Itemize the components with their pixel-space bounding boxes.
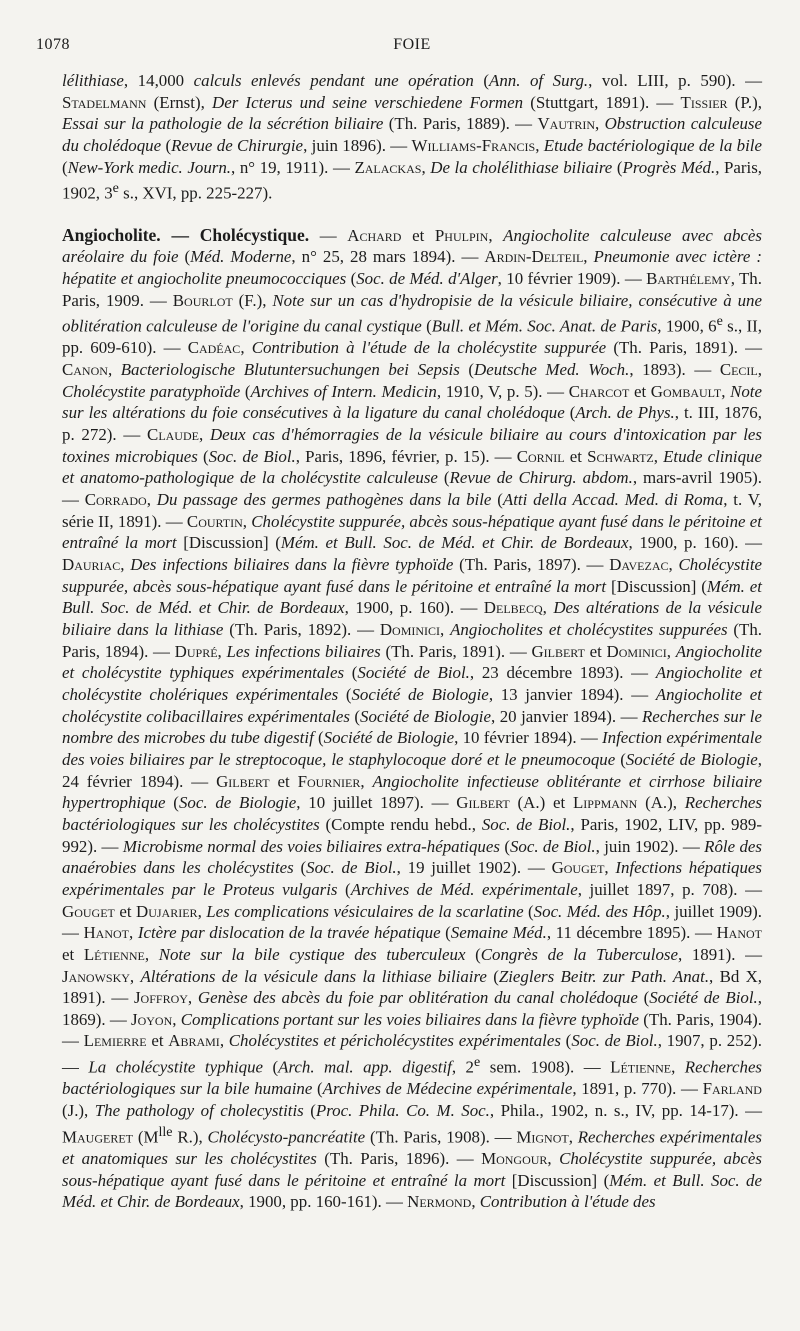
running-head: FOIE xyxy=(393,36,431,53)
bibliography-section-angiocholite: Angiocholite. — Cholécystique. — Achard et Phulpin, Angiocholite calculeuse avec abcès aréolaire du foie (Méd. Moderne, n° 25, 28 mars 1894). — Ardin-Delteil, Pneumonie avec ictère : hépatite et angiocholite pneumococciques (Soc. de Méd. d'Alger, 10 février 1909). — Barthélemy, Th. Paris, 1909. — Bourlot (F.), Note sur un cas d'hydropisie de la vésicule biliaire, consécutive à une oblitération calculeuse de l'origine du canal cystique (Bull. et Mém. Soc. Anat. de Paris, 1900, 6e s., II, pp. 609-610). — Cadéac, Contribution à l'étude de la cholécystite suppurée (Th. Paris, 1891). — Canon, Bacteriologische Blutuntersuchungen bei Sepsis (Deutsche Med. Woch., 1893). — Cecil, Cholécystite paratyphoïde (Archives of Intern. Medicin, 1910, V, p. 5). — Charcot et Gombault, Note sur les altérations du foie consécutives à la ligature du canal cholédoque (Arch. de Phys., t. III, 1876, p. 272). — Claude, Deux cas d'hémorragies de la vésicule biliaire au cours d'intoxication par les toxines microbiques (Soc. de Biol., Paris, 1896, février, p. 15). — Cornil et Schwartz, Etude clinique et anatomo-pathologique de la cholécystite calculeuse (Revue de Chirurg. abdom., mars-avril 1905). — Corrado, Du passage des germes pathogènes dans la bile (Atti della Accad. Med. di Roma, t. V, série II, 1891). — Courtin, Cholécystite suppurée, abcès sous-hépatique ayant fusé dans le péritoine et entraîné la mort [Discussion] (Mém. et Bull. Soc. de Méd. et Chir. de Bordeaux, 1900, p. 160). — Dauriac, Des infections biliaires dans la fièvre typhoïde (Th. Paris, 1897). — Davezac, Cholécystite suppurée, abcès sous-hépatique ayant fusé dans le péritoine et entraîné la mort [Discussion] (Mém. et Bull. Soc. de Méd. et Chir. de Bordeaux, 1900, p. 160). — Delbecq, Des altérations de la vésicule biliaire dans la lithiase (Th. Paris, 1892). — Dominici, Angiocholites et cholécystites suppurées (Th. Paris, 1894). — Dupré, Les infections biliaires (Th. Paris, 1891). — Gilbert et Dominici, Angiocholite et cholécystite typhiques expérimentales (Société de Biol., 23 décembre 1893). — Angiocholite et cholécystite cholériques expérimentales (Société de Biologie, 13 janvier 1894). — Angiocholite et cholécystite colibacillaires expérimentales (Société de Biologie, 20 janvier 1894). — Recherches sur le nombre des microbes du tube digestif (Société de Biologie, 10 février 1894). — Infection expérimentale des voies biliaires par le streptocoque, le staphylocoque doré et le pneumocoque (Société de Biologie, 24 février 1894). — Gilbert et Fournier, Angiocholite infectieuse oblitérante et cirrhose biliaire hypertrophique (Soc. de Biologie, 10 juillet 1897). — Gilbert (A.) et Lippmann (A.), Recherches bactériologiques sur les cholécystites (Compte rendu hebd., Soc. de Biol., Paris, 1902, LIV, pp. 989-992). — Microbisme normal des voies biliaires extra-hépatiques (Soc. de Biol., juin 1902). — Rôle des anaérobies dans les cholécystites (Soc. de Biol., 19 juillet 1902). — Gouget, Infections hépatiques expérimentales par le Proteus vulgaris (Archives de Méd. expérimentale, juillet 1897, p. 708). — Gouget et Dujarier, Les complications vésiculaires de la scarlatine (Soc. Méd. des Hôp., juillet 1909). — Hanot, Ictère par dislocation de la travée hépatique (Semaine Méd., 11 décembre 1895). — Hanot et Létienne, Note sur la bile cystique des tuberculeux (Congrès de la Tuberculose, 1891). — Janowsky, Altérations de la vésicule dans la lithiase biliaire (Zieglers Beitr. zur Path. Anat., Bd X, 1891). — Joffroy, Genèse des abcès du foie par oblitération du canal cholédoque (Société de Biol., 1869). — Joyon, Complications portant sur les voies biliaires dans la fièvre typhoïde (Th. Paris, 1904). — Lemierre et Abrami, Cholécystites et péricholécystites expérimentales (Soc. de Biol., 1907, p. 252). — La cholécystite typhique (Arch. mal. app. digestif, 2e sem. 1908). — Létienne, Recherches bactériologiques sur la bile humaine (Archives de Médecine expérimentale, 1891, p. 770). — Farland (J.), The pathology of cholecystitis (Proc. Phila. Co. M. Soc., Phila., 1902, n. s., IV, pp. 14-17). — Maugeret ($M^{lle}$ R.), Cholécysto-pancréatite (Th. Paris, 1908). — Mignot, Recherches expérimentales et anatomiques sur les cholécystites (Th. Paris, 1896). — Mongour, Cholécystite suppurée, abcès sous-hépatique ayant fusé dans le péritoine et entraîné la mort [Discussion] (Mém. et Bull. Soc. de Méd. et Chir. de Bordeaux, 1900, pp. 160-161). — Nermond, Contribution à l'étude des xyxy=(62,224,763,1212)
page-number: 1078 xyxy=(36,36,70,53)
page-header xyxy=(36,30,762,70)
bibliography-text xyxy=(62,70,762,1213)
bibliography-paragraph-continued: lélithiase, 14,000 calculs enlevés pendant une opération (Ann. of Surg., vol. LIII, p. 590). — Stadelmann (Ernst), Der Icterus und seine verschiedene Formen (Stuttgart, 1891). — Tissier (P.), Essai sur la pathologie de la sécrétion biliaire (Th. Paris, 1889). — Vautrin, Obstruction calculeuse du cholédoque (Revue de Chirurgie, juin 1896). — Williams-Francis, Etude bactériologique de la bile (New-York medic. Journ., n° 19, 1911). — Zalackas, De la cholélithiase biliaire (Progrès Méd., Paris, 1902, 3e s., XVI, pp. 225-227). xyxy=(62,71,763,203)
